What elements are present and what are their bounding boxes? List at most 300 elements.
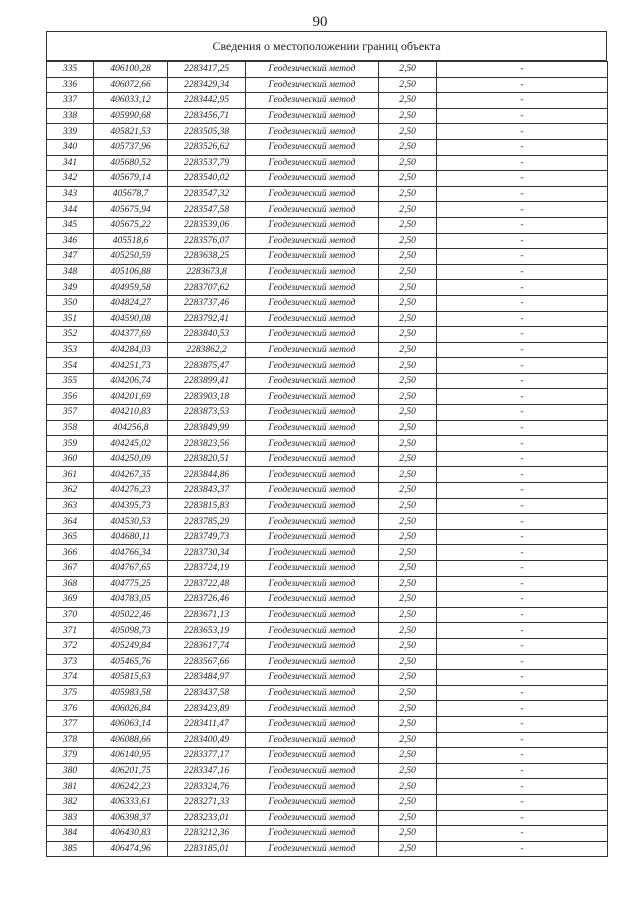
precision-cell: 2,50 <box>379 561 437 577</box>
precision-cell: 2,50 <box>379 420 437 436</box>
method-cell: Геодезический метод <box>246 420 379 436</box>
method-cell: Геодезический метод <box>246 623 379 639</box>
y-coordinate-cell: 2283484,97 <box>168 670 246 686</box>
precision-cell: 2,50 <box>379 810 437 826</box>
description-cell: - <box>437 592 608 608</box>
x-coordinate-cell: 405518,6 <box>94 233 168 249</box>
table-row <box>47 202 608 218</box>
precision-cell: 2,50 <box>379 779 437 795</box>
x-coordinate-cell: 404267,35 <box>94 467 168 483</box>
point-number-cell: 352 <box>47 327 94 343</box>
method-cell: Геодезический метод <box>246 748 379 764</box>
y-coordinate-cell: 2283820,51 <box>168 451 246 467</box>
precision-cell: 2,50 <box>379 670 437 686</box>
y-coordinate-cell: 2283749,73 <box>168 529 246 545</box>
table-row <box>47 592 608 608</box>
y-coordinate-cell: 2283540,02 <box>168 171 246 187</box>
description-cell: - <box>437 732 608 748</box>
x-coordinate-cell: 405675,22 <box>94 217 168 233</box>
y-coordinate-cell: 2283537,79 <box>168 155 246 171</box>
point-number-cell: 365 <box>47 529 94 545</box>
description-cell: - <box>437 483 608 499</box>
point-number-cell: 379 <box>47 748 94 764</box>
method-cell: Геодезический метод <box>246 342 379 358</box>
y-coordinate-cell: 2283347,16 <box>168 763 246 779</box>
method-cell: Геодезический метод <box>246 295 379 311</box>
method-cell: Геодезический метод <box>246 108 379 124</box>
x-coordinate-cell: 404377,69 <box>94 327 168 343</box>
method-cell: Геодезический метод <box>246 576 379 592</box>
x-coordinate-cell: 406398,37 <box>94 810 168 826</box>
point-number-cell: 382 <box>47 794 94 810</box>
point-number-cell: 339 <box>47 124 94 140</box>
table-row <box>47 498 608 514</box>
y-coordinate-cell: 2283903,18 <box>168 389 246 405</box>
description-cell: - <box>437 358 608 374</box>
method-cell: Геодезический метод <box>246 607 379 623</box>
point-number-cell: 378 <box>47 732 94 748</box>
point-number-cell: 373 <box>47 654 94 670</box>
point-number-cell: 361 <box>47 467 94 483</box>
description-cell: - <box>437 576 608 592</box>
y-coordinate-cell: 2283567,66 <box>168 654 246 670</box>
table-row <box>47 77 608 93</box>
point-number-cell: 381 <box>47 779 94 795</box>
y-coordinate-cell: 2283617,74 <box>168 638 246 654</box>
method-cell: Геодезический метод <box>246 436 379 452</box>
description-cell: - <box>437 280 608 296</box>
description-cell: - <box>437 373 608 389</box>
precision-cell: 2,50 <box>379 249 437 265</box>
method-cell: Геодезический метод <box>246 716 379 732</box>
method-cell: Геодезический метод <box>246 171 379 187</box>
table-row <box>47 483 608 499</box>
point-number-cell: 349 <box>47 280 94 296</box>
method-cell: Геодезический метод <box>246 654 379 670</box>
precision-cell: 2,50 <box>379 436 437 452</box>
point-number-cell: 370 <box>47 607 94 623</box>
method-cell: Геодезический метод <box>246 638 379 654</box>
point-number-cell: 362 <box>47 483 94 499</box>
point-number-cell: 351 <box>47 311 94 327</box>
y-coordinate-cell: 2283539,06 <box>168 217 246 233</box>
y-coordinate-cell: 2283844,86 <box>168 467 246 483</box>
table-row <box>47 748 608 764</box>
x-coordinate-cell: 405465,76 <box>94 654 168 670</box>
y-coordinate-cell: 2283875,47 <box>168 358 246 374</box>
point-number-cell: 380 <box>47 763 94 779</box>
y-coordinate-cell: 2283653,19 <box>168 623 246 639</box>
method-cell: Геодезический метод <box>246 841 379 857</box>
y-coordinate-cell: 2283673,8 <box>168 264 246 280</box>
description-cell: - <box>437 233 608 249</box>
description-cell: - <box>437 93 608 109</box>
method-cell: Геодезический метод <box>246 373 379 389</box>
description-cell: - <box>437 451 608 467</box>
x-coordinate-cell: 405022,46 <box>94 607 168 623</box>
method-cell: Геодезический метод <box>246 233 379 249</box>
y-coordinate-cell: 2283377,17 <box>168 748 246 764</box>
y-coordinate-cell: 2283271,33 <box>168 794 246 810</box>
method-cell: Геодезический метод <box>246 545 379 561</box>
x-coordinate-cell: 404206,74 <box>94 373 168 389</box>
precision-cell: 2,50 <box>379 748 437 764</box>
precision-cell: 2,50 <box>379 358 437 374</box>
precision-cell: 2,50 <box>379 607 437 623</box>
point-number-cell: 344 <box>47 202 94 218</box>
description-cell: - <box>437 794 608 810</box>
precision-cell: 2,50 <box>379 685 437 701</box>
point-number-cell: 348 <box>47 264 94 280</box>
description-cell: - <box>437 763 608 779</box>
method-cell: Геодезический метод <box>246 701 379 717</box>
x-coordinate-cell: 404775,25 <box>94 576 168 592</box>
point-number-cell: 346 <box>47 233 94 249</box>
precision-cell: 2,50 <box>379 592 437 608</box>
precision-cell: 2,50 <box>379 327 437 343</box>
y-coordinate-cell: 2283785,29 <box>168 514 246 530</box>
y-coordinate-cell: 2283823,56 <box>168 436 246 452</box>
table-row <box>47 93 608 109</box>
method-cell: Геодезический метод <box>246 483 379 499</box>
method-cell: Геодезический метод <box>246 124 379 140</box>
y-coordinate-cell: 2283185,01 <box>168 841 246 857</box>
description-cell: - <box>437 529 608 545</box>
description-cell: - <box>437 124 608 140</box>
table-row <box>47 389 608 405</box>
description-cell: - <box>437 139 608 155</box>
point-number-cell: 345 <box>47 217 94 233</box>
method-cell: Геодезический метод <box>246 794 379 810</box>
precision-cell: 2,50 <box>379 389 437 405</box>
table-row <box>47 327 608 343</box>
table-row <box>47 561 608 577</box>
description-cell: - <box>437 638 608 654</box>
y-coordinate-cell: 2283840,53 <box>168 327 246 343</box>
x-coordinate-cell: 406026,84 <box>94 701 168 717</box>
method-cell: Геодезический метод <box>246 810 379 826</box>
x-coordinate-cell: 406474,96 <box>94 841 168 857</box>
point-number-cell: 366 <box>47 545 94 561</box>
y-coordinate-cell: 2283792,41 <box>168 311 246 327</box>
y-coordinate-cell: 2283429,34 <box>168 77 246 93</box>
table-row <box>47 467 608 483</box>
x-coordinate-cell: 405737,96 <box>94 139 168 155</box>
point-number-cell: 384 <box>47 826 94 842</box>
description-cell: - <box>437 249 608 265</box>
precision-cell: 2,50 <box>379 576 437 592</box>
y-coordinate-cell: 2283324,76 <box>168 779 246 795</box>
precision-cell: 2,50 <box>379 233 437 249</box>
description-cell: - <box>437 607 608 623</box>
table-row <box>47 295 608 311</box>
description-cell: - <box>437 623 608 639</box>
method-cell: Геодезический метод <box>246 77 379 93</box>
description-cell: - <box>437 342 608 358</box>
description-cell: - <box>437 716 608 732</box>
method-cell: Геодезический метод <box>246 826 379 842</box>
method-cell: Геодезический метод <box>246 561 379 577</box>
point-number-cell: 360 <box>47 451 94 467</box>
point-number-cell: 357 <box>47 405 94 421</box>
point-number-cell: 354 <box>47 358 94 374</box>
x-coordinate-cell: 406033,12 <box>94 93 168 109</box>
table-row <box>47 451 608 467</box>
y-coordinate-cell: 2283526,62 <box>168 139 246 155</box>
table-row <box>47 545 608 561</box>
method-cell: Геодезический метод <box>246 327 379 343</box>
y-coordinate-cell: 2283437,58 <box>168 685 246 701</box>
method-cell: Геодезический метод <box>246 155 379 171</box>
table-row <box>47 716 608 732</box>
coordinates-table <box>46 61 608 857</box>
x-coordinate-cell: 405098,73 <box>94 623 168 639</box>
precision-cell: 2,50 <box>379 124 437 140</box>
description-cell: - <box>437 295 608 311</box>
point-number-cell: 383 <box>47 810 94 826</box>
method-cell: Геодезический метод <box>246 467 379 483</box>
description-cell: - <box>437 77 608 93</box>
point-number-cell: 340 <box>47 139 94 155</box>
table-row <box>47 732 608 748</box>
table-row <box>47 623 608 639</box>
point-number-cell: 359 <box>47 436 94 452</box>
y-coordinate-cell: 2283400,49 <box>168 732 246 748</box>
section-title: Сведения о местоположении границ объекта <box>212 38 441 53</box>
precision-cell: 2,50 <box>379 826 437 842</box>
x-coordinate-cell: 405990,68 <box>94 108 168 124</box>
table-row <box>47 155 608 171</box>
precision-cell: 2,50 <box>379 716 437 732</box>
precision-cell: 2,50 <box>379 264 437 280</box>
y-coordinate-cell: 2283873,53 <box>168 405 246 421</box>
method-cell: Геодезический метод <box>246 451 379 467</box>
precision-cell: 2,50 <box>379 623 437 639</box>
table-row <box>47 62 608 78</box>
point-number-cell: 364 <box>47 514 94 530</box>
x-coordinate-cell: 405249,84 <box>94 638 168 654</box>
x-coordinate-cell: 404245,02 <box>94 436 168 452</box>
coordinates-table-body <box>47 62 608 857</box>
table-row <box>47 841 608 857</box>
method-cell: Геодезический метод <box>246 139 379 155</box>
precision-cell: 2,50 <box>379 311 437 327</box>
description-cell: - <box>437 217 608 233</box>
description-cell: - <box>437 108 608 124</box>
precision-cell: 2,50 <box>379 483 437 499</box>
x-coordinate-cell: 405821,53 <box>94 124 168 140</box>
table-row <box>47 810 608 826</box>
x-coordinate-cell: 406088,66 <box>94 732 168 748</box>
x-coordinate-cell: 404590,08 <box>94 311 168 327</box>
point-number-cell: 353 <box>47 342 94 358</box>
description-cell: - <box>437 420 608 436</box>
point-number-cell: 385 <box>47 841 94 857</box>
x-coordinate-cell: 406072,66 <box>94 77 168 93</box>
x-coordinate-cell: 404680,11 <box>94 529 168 545</box>
table-row <box>47 529 608 545</box>
y-coordinate-cell: 2283707,62 <box>168 280 246 296</box>
x-coordinate-cell: 406100,28 <box>94 62 168 78</box>
table-row <box>47 514 608 530</box>
y-coordinate-cell: 2283862,2 <box>168 342 246 358</box>
precision-cell: 2,50 <box>379 108 437 124</box>
precision-cell: 2,50 <box>379 155 437 171</box>
method-cell: Геодезический метод <box>246 670 379 686</box>
table-row <box>47 171 608 187</box>
x-coordinate-cell: 404251,73 <box>94 358 168 374</box>
y-coordinate-cell: 2283730,34 <box>168 545 246 561</box>
description-cell: - <box>437 202 608 218</box>
y-coordinate-cell: 2283849,99 <box>168 420 246 436</box>
description-cell: - <box>437 779 608 795</box>
method-cell: Геодезический метод <box>246 732 379 748</box>
precision-cell: 2,50 <box>379 295 437 311</box>
point-number-cell: 335 <box>47 62 94 78</box>
point-number-cell: 338 <box>47 108 94 124</box>
precision-cell: 2,50 <box>379 654 437 670</box>
table-row <box>47 264 608 280</box>
point-number-cell: 369 <box>47 592 94 608</box>
x-coordinate-cell: 404783,05 <box>94 592 168 608</box>
precision-cell: 2,50 <box>379 545 437 561</box>
precision-cell: 2,50 <box>379 342 437 358</box>
table-row <box>47 654 608 670</box>
x-coordinate-cell: 405250,59 <box>94 249 168 265</box>
y-coordinate-cell: 2283233,01 <box>168 810 246 826</box>
y-coordinate-cell: 2283442,95 <box>168 93 246 109</box>
precision-cell: 2,50 <box>379 514 437 530</box>
page-number: 90 <box>312 14 328 30</box>
point-number-cell: 363 <box>47 498 94 514</box>
y-coordinate-cell: 2283423,89 <box>168 701 246 717</box>
precision-cell: 2,50 <box>379 202 437 218</box>
x-coordinate-cell: 404201,69 <box>94 389 168 405</box>
method-cell: Геодезический метод <box>246 529 379 545</box>
y-coordinate-cell: 2283417,25 <box>168 62 246 78</box>
description-cell: - <box>437 436 608 452</box>
y-coordinate-cell: 2283212,36 <box>168 826 246 842</box>
precision-cell: 2,50 <box>379 498 437 514</box>
description-cell: - <box>437 171 608 187</box>
table-row <box>47 108 608 124</box>
boundary-document <box>46 31 607 857</box>
method-cell: Геодезический метод <box>246 592 379 608</box>
section-header <box>46 31 607 61</box>
y-coordinate-cell: 2283899,41 <box>168 373 246 389</box>
table-row <box>47 436 608 452</box>
x-coordinate-cell: 406140,95 <box>94 748 168 764</box>
y-coordinate-cell: 2283547,32 <box>168 186 246 202</box>
table-row <box>47 124 608 140</box>
description-cell: - <box>437 498 608 514</box>
x-coordinate-cell: 405675,94 <box>94 202 168 218</box>
y-coordinate-cell: 2283726,46 <box>168 592 246 608</box>
x-coordinate-cell: 404530,53 <box>94 514 168 530</box>
point-number-cell: 337 <box>47 93 94 109</box>
x-coordinate-cell: 404824,27 <box>94 295 168 311</box>
point-number-cell: 374 <box>47 670 94 686</box>
point-number-cell: 336 <box>47 77 94 93</box>
point-number-cell: 350 <box>47 295 94 311</box>
description-cell: - <box>437 186 608 202</box>
x-coordinate-cell: 405106,88 <box>94 264 168 280</box>
point-number-cell: 367 <box>47 561 94 577</box>
y-coordinate-cell: 2283722,48 <box>168 576 246 592</box>
y-coordinate-cell: 2283411,47 <box>168 716 246 732</box>
x-coordinate-cell: 406201,75 <box>94 763 168 779</box>
x-coordinate-cell: 404959,58 <box>94 280 168 296</box>
method-cell: Геодезический метод <box>246 186 379 202</box>
x-coordinate-cell: 406063,14 <box>94 716 168 732</box>
precision-cell: 2,50 <box>379 732 437 748</box>
table-row <box>47 233 608 249</box>
table-row <box>47 779 608 795</box>
x-coordinate-cell: 405678,7 <box>94 186 168 202</box>
precision-cell: 2,50 <box>379 217 437 233</box>
table-row <box>47 217 608 233</box>
table-row <box>47 420 608 436</box>
precision-cell: 2,50 <box>379 62 437 78</box>
point-number-cell: 341 <box>47 155 94 171</box>
x-coordinate-cell: 404256,8 <box>94 420 168 436</box>
description-cell: - <box>437 545 608 561</box>
description-cell: - <box>437 514 608 530</box>
table-row <box>47 405 608 421</box>
table-row <box>47 670 608 686</box>
x-coordinate-cell: 404766,34 <box>94 545 168 561</box>
table-row <box>47 311 608 327</box>
x-coordinate-cell: 405680,52 <box>94 155 168 171</box>
point-number-cell: 356 <box>47 389 94 405</box>
point-number-cell: 376 <box>47 701 94 717</box>
point-number-cell: 347 <box>47 249 94 265</box>
point-number-cell: 343 <box>47 186 94 202</box>
precision-cell: 2,50 <box>379 171 437 187</box>
y-coordinate-cell: 2283737,46 <box>168 295 246 311</box>
table-row <box>47 701 608 717</box>
description-cell: - <box>437 701 608 717</box>
table-row <box>47 794 608 810</box>
description-cell: - <box>437 810 608 826</box>
point-number-cell: 371 <box>47 623 94 639</box>
y-coordinate-cell: 2283724,19 <box>168 561 246 577</box>
x-coordinate-cell: 404767,65 <box>94 561 168 577</box>
method-cell: Геодезический метод <box>246 93 379 109</box>
x-coordinate-cell: 405815,63 <box>94 670 168 686</box>
table-row <box>47 638 608 654</box>
point-number-cell: 358 <box>47 420 94 436</box>
x-coordinate-cell: 405983,58 <box>94 685 168 701</box>
y-coordinate-cell: 2283547,58 <box>168 202 246 218</box>
precision-cell: 2,50 <box>379 701 437 717</box>
point-number-cell: 375 <box>47 685 94 701</box>
description-cell: - <box>437 311 608 327</box>
precision-cell: 2,50 <box>379 763 437 779</box>
description-cell: - <box>437 685 608 701</box>
precision-cell: 2,50 <box>379 405 437 421</box>
description-cell: - <box>437 389 608 405</box>
y-coordinate-cell: 2283505,38 <box>168 124 246 140</box>
description-cell: - <box>437 561 608 577</box>
precision-cell: 2,50 <box>379 280 437 296</box>
method-cell: Геодезический метод <box>246 264 379 280</box>
precision-cell: 2,50 <box>379 529 437 545</box>
table-row <box>47 685 608 701</box>
point-number-cell: 377 <box>47 716 94 732</box>
method-cell: Геодезический метод <box>246 311 379 327</box>
method-cell: Геодезический метод <box>246 358 379 374</box>
